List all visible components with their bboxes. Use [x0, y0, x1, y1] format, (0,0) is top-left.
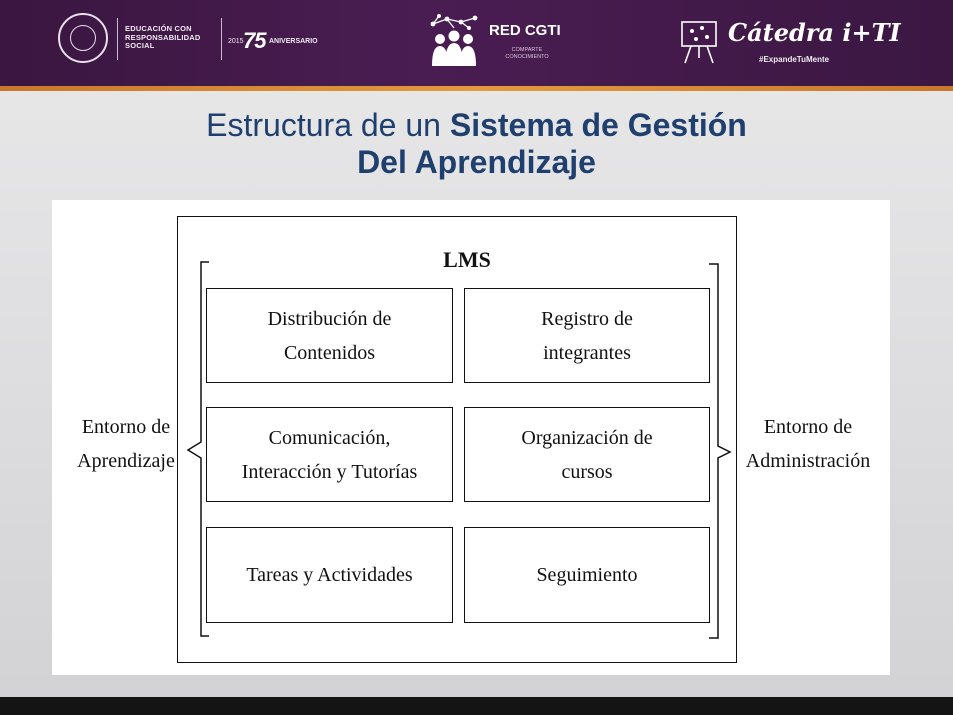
- edu-line: RESPONSABILIDAD: [125, 32, 201, 42]
- cell-line: integrantes: [543, 341, 631, 364]
- cell-line: Registro de: [541, 307, 633, 330]
- side-label-line: Administración: [745, 450, 871, 472]
- side-label-line: Entorno de: [763, 416, 853, 438]
- anniversary-number: 75: [243, 28, 266, 53]
- red-sub-line: COMPARTE: [511, 47, 543, 53]
- cell-line: Organización de: [521, 426, 653, 449]
- cell-text: [242, 421, 418, 489]
- cell-line: Interacción y Tutorías: [241, 460, 418, 483]
- side-label-line: Entorno de: [81, 416, 171, 438]
- cell-tareas-actividades: [206, 527, 453, 623]
- cell-line: Comunicación,: [268, 426, 391, 449]
- cell-line: Contenidos: [283, 341, 376, 364]
- edu-line: EDUCACIÓN CON: [125, 24, 192, 33]
- right-brace: [709, 264, 730, 638]
- right-label-entorno-administracion: [735, 410, 881, 478]
- cell-line: Tareas y Actividades: [246, 564, 413, 586]
- anniversary-word: ANIVERSARIO: [269, 38, 318, 45]
- lms-label: LMS: [443, 247, 491, 272]
- catedra-title: Cátedra i+TI: [728, 18, 901, 47]
- title-bold-1: Sistema de Gestión: [449, 107, 747, 143]
- red-cgti-title: RED CGTI: [489, 22, 561, 39]
- cell-organizacion-cursos: [464, 407, 710, 502]
- cell-registro-integrantes: [464, 288, 710, 383]
- cell-text: [246, 558, 412, 592]
- title-bold-2: Del Aprendizaje: [357, 144, 596, 180]
- cell-distribucion-contenidos: [206, 288, 453, 383]
- cell-line: cursos: [561, 460, 613, 483]
- cell-text: [536, 558, 637, 592]
- cell-seguimiento: [464, 527, 710, 623]
- side-label-line: Aprendizaje: [77, 450, 175, 472]
- title-plain: Estructura de un: [206, 107, 450, 143]
- left-label-entorno-aprendizaje: [66, 410, 186, 478]
- cell-text: [521, 421, 652, 489]
- anniversary-year: 2015: [228, 38, 244, 45]
- cell-line: Distribución de: [267, 307, 392, 330]
- red-sub-line: CONOCIMIENTO: [505, 54, 549, 60]
- edu-line: SOCIAL: [125, 41, 155, 50]
- cell-text: [268, 302, 392, 370]
- cell-line: Seguimiento: [536, 564, 638, 586]
- footer-bar: [0, 697, 953, 715]
- cell-text: [541, 302, 633, 370]
- catedra-hashtag: #ExpandeTuMente: [759, 55, 830, 64]
- cell-comunicacion-interaccion: [206, 407, 453, 502]
